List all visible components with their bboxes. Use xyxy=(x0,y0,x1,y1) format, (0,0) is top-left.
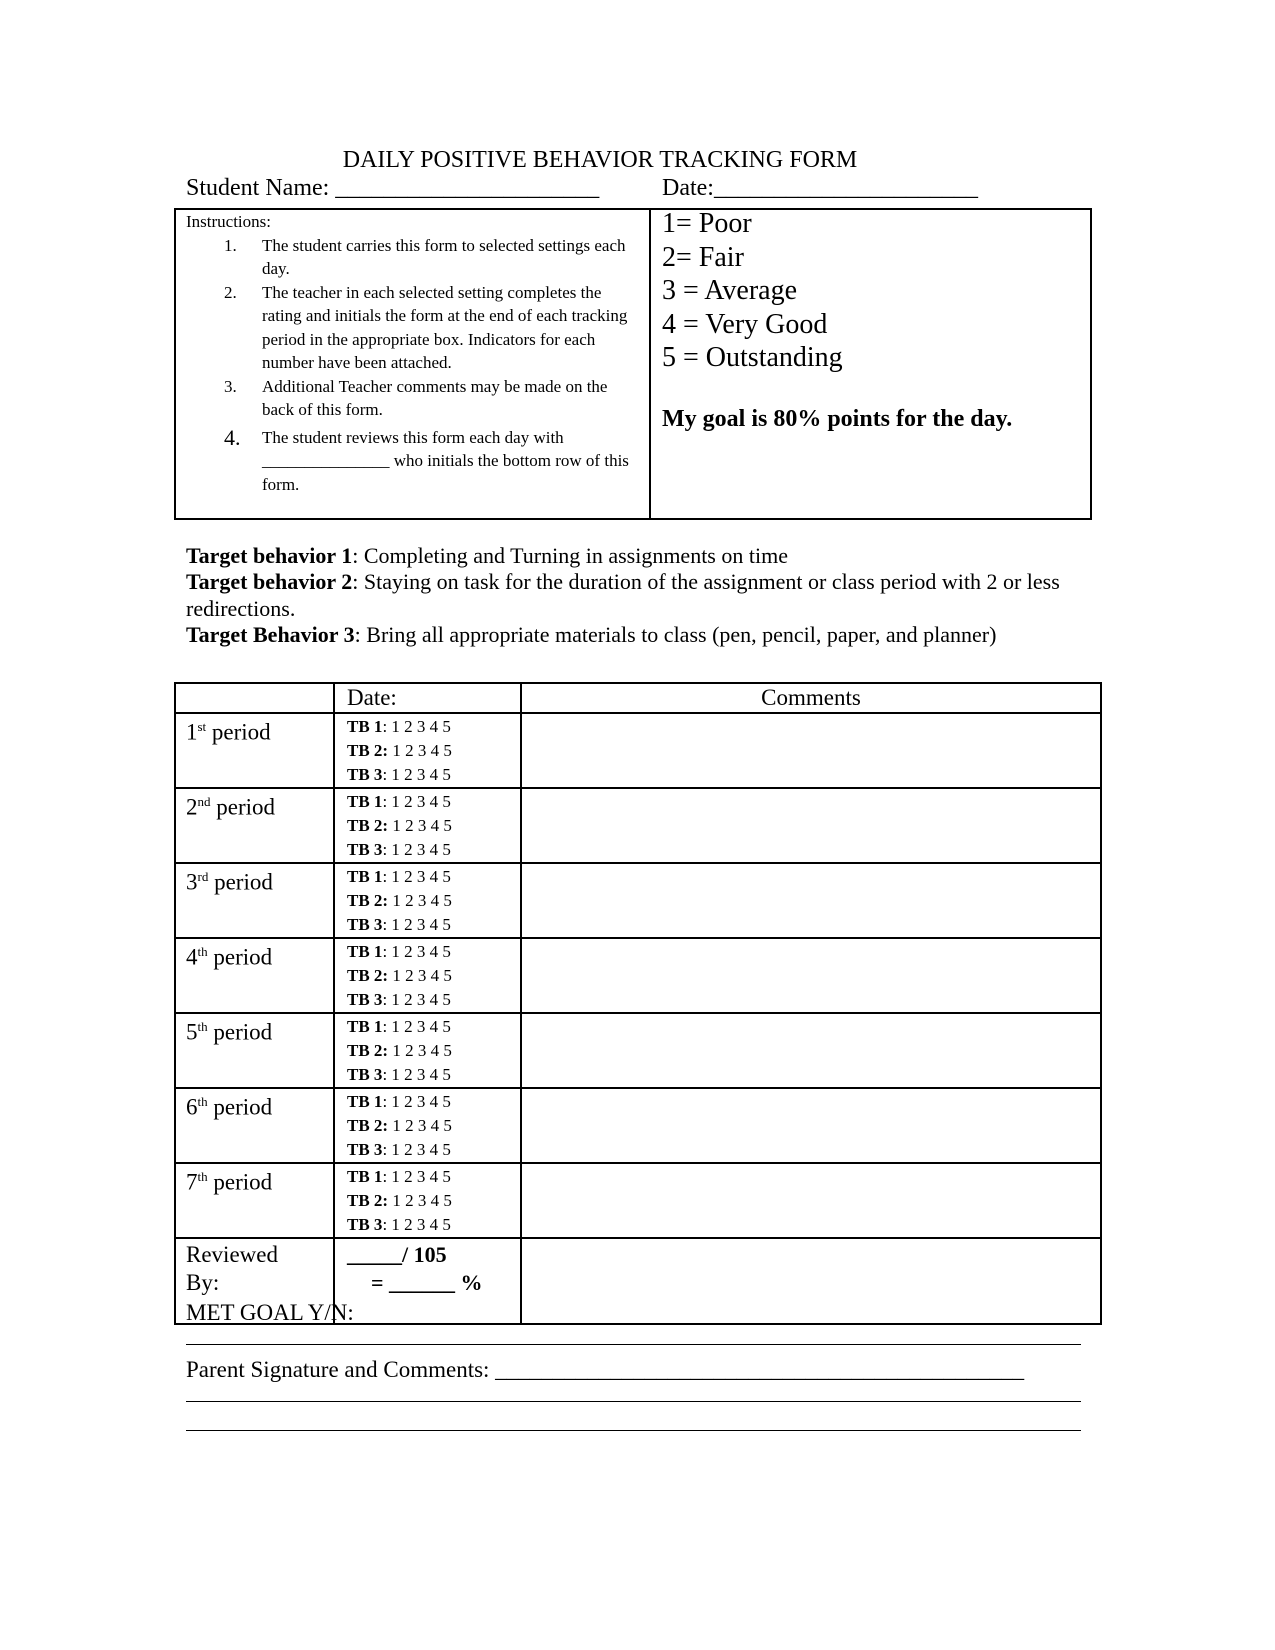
ratings-cell xyxy=(334,1013,521,1088)
tb-label: TB 1 xyxy=(347,867,383,886)
scale-item: 3 = Average xyxy=(662,275,797,306)
rating-line[interactable] xyxy=(347,1015,520,1039)
rating-line[interactable] xyxy=(347,790,520,814)
rating-line[interactable] xyxy=(347,739,520,763)
rating-scale-options: 1 2 3 4 5 xyxy=(388,816,452,835)
period-row xyxy=(175,938,1101,1013)
rating-line[interactable] xyxy=(347,1165,520,1189)
period-word: period xyxy=(206,719,271,745)
rating-scale-options: 1 2 3 4 5 xyxy=(387,915,451,934)
rating-scale xyxy=(662,207,843,375)
period-word: period xyxy=(210,794,276,820)
period-suffix: th xyxy=(197,944,208,959)
tb-label: TB 3 xyxy=(347,915,383,934)
period-suffix: th xyxy=(197,1019,208,1034)
parent-comment-line[interactable] xyxy=(186,1401,1081,1402)
period-label xyxy=(175,1088,334,1163)
period-word: period xyxy=(208,869,273,895)
rating-line[interactable] xyxy=(347,1090,520,1114)
tb-separator: : xyxy=(382,1092,388,1111)
rating-scale-options: 1 2 3 4 5 xyxy=(388,891,452,910)
tb-label: TB 2: xyxy=(347,1116,389,1135)
period-number: 3 xyxy=(186,869,198,895)
tb-label: TB 2: xyxy=(347,966,389,985)
table-header-row xyxy=(175,683,1101,713)
rating-scale-options: 1 2 3 4 5 xyxy=(388,741,452,760)
tb-separator: : xyxy=(382,1215,388,1234)
tb-label: TB 1 xyxy=(347,1167,383,1186)
period-row xyxy=(175,713,1101,788)
tb-label: TB 3 xyxy=(347,1140,383,1159)
rating-line[interactable] xyxy=(347,1138,520,1162)
instruction-number: 4. xyxy=(224,424,241,450)
header-comments: Comments xyxy=(521,683,1101,713)
rating-line[interactable] xyxy=(347,988,520,1012)
rating-scale-options: 1 2 3 4 5 xyxy=(387,717,451,736)
period-number: 5 xyxy=(186,1019,198,1045)
period-word: period xyxy=(207,1169,273,1195)
rating-line[interactable] xyxy=(347,913,520,937)
header-empty-cell xyxy=(175,683,334,713)
rating-scale-options: 1 2 3 4 5 xyxy=(387,1017,451,1036)
period-suffix: th xyxy=(197,1094,208,1109)
comments-cell[interactable] xyxy=(521,788,1101,863)
rating-scale-options: 1 2 3 4 5 xyxy=(387,840,451,859)
tb-separator: : xyxy=(382,1017,388,1036)
tb-separator: : xyxy=(382,765,388,784)
period-number: 4 xyxy=(186,944,198,970)
reviewed-line: Reviewed xyxy=(186,1242,278,1267)
instruction-item xyxy=(186,426,641,497)
rating-line[interactable] xyxy=(347,889,520,913)
ratings-cell xyxy=(334,1163,521,1238)
rating-scale-options: 1 2 3 4 5 xyxy=(387,942,451,961)
period-label xyxy=(175,713,334,788)
instruction-text: The student carries this form to selected settings each day. xyxy=(262,235,626,278)
period-suffix: rd xyxy=(197,869,209,884)
period-suffix: th xyxy=(197,1169,208,1184)
target-behavior-text: : Bring all appropriate materials to class (pen, pencil, paper, and planner) xyxy=(354,622,997,647)
period-row xyxy=(175,1088,1101,1163)
period-word: period xyxy=(207,1019,273,1045)
instruction-number: 3. xyxy=(224,376,237,396)
tb-label: TB 2: xyxy=(347,741,389,760)
tb-label: TB 2: xyxy=(347,891,389,910)
rating-line[interactable] xyxy=(347,1114,520,1138)
period-suffix: st xyxy=(197,719,207,734)
target-behavior-1 xyxy=(186,543,1086,570)
rating-line[interactable] xyxy=(347,814,520,838)
target-behavior-3 xyxy=(186,622,1086,649)
ratings-cell xyxy=(334,788,521,863)
score-cell[interactable] xyxy=(334,1238,521,1324)
instruction-text: The student reviews this form each day with _______________ who initials the bottom row of this form. xyxy=(262,427,629,494)
tb-label: TB 1 xyxy=(347,1017,383,1036)
period-row xyxy=(175,1013,1101,1088)
instructions-heading: Instructions: xyxy=(186,212,271,231)
rating-scale-options: 1 2 3 4 5 xyxy=(387,1065,451,1084)
period-row xyxy=(175,863,1101,938)
tb-separator: : xyxy=(382,717,388,736)
period-label xyxy=(175,788,334,863)
comments-cell[interactable] xyxy=(521,1088,1101,1163)
tb-separator: : xyxy=(382,990,388,1009)
rating-line[interactable] xyxy=(347,1213,520,1237)
rating-scale-options: 1 2 3 4 5 xyxy=(387,765,451,784)
rating-scale-options: 1 2 3 4 5 xyxy=(387,990,451,1009)
rating-line[interactable] xyxy=(347,940,520,964)
instruction-text: Additional Teacher comments may be made on the back of this form. xyxy=(262,376,608,419)
tb-label: TB 3 xyxy=(347,990,383,1009)
instructions-list xyxy=(186,234,641,497)
instructions-divider xyxy=(649,208,651,520)
rating-line[interactable] xyxy=(347,865,520,889)
header-date[interactable]: Date: xyxy=(334,683,521,713)
ratings-cell xyxy=(334,713,521,788)
target-behavior-label: Target Behavior 3 xyxy=(186,622,355,647)
tb-separator: : xyxy=(382,840,388,859)
period-suffix: nd xyxy=(197,794,211,809)
rating-line[interactable] xyxy=(347,715,520,739)
rating-line[interactable] xyxy=(347,763,520,787)
rating-line[interactable] xyxy=(347,1039,520,1063)
tb-label: TB 2: xyxy=(347,1191,389,1210)
scale-item: 1= Poor xyxy=(662,208,752,239)
percent-total: = ______ % xyxy=(371,1270,483,1295)
tb-label: TB 2: xyxy=(347,816,389,835)
rating-scale-options: 1 2 3 4 5 xyxy=(388,1041,452,1060)
tb-label: TB 2: xyxy=(347,1041,389,1060)
target-behavior-label: Target behavior 1 xyxy=(186,543,353,568)
tb-separator: : xyxy=(382,1167,388,1186)
goal-statement: My goal is 80% points for the day. xyxy=(662,406,1013,432)
instruction-number: 2. xyxy=(224,282,237,302)
rating-line[interactable] xyxy=(347,964,520,988)
tb-label: TB 1 xyxy=(347,717,383,736)
tb-label: TB 1 xyxy=(347,792,383,811)
date-field[interactable]: Date:______________________ xyxy=(662,175,978,201)
scale-item: 2= Fair xyxy=(662,241,744,273)
tb-separator: : xyxy=(382,1140,388,1159)
period-number: 6 xyxy=(186,1094,198,1120)
scale-item: 5 = Outstanding xyxy=(662,342,843,373)
period-word: period xyxy=(207,944,273,970)
tb-separator: : xyxy=(382,915,388,934)
period-row xyxy=(175,1163,1101,1238)
rating-line[interactable] xyxy=(347,1189,520,1213)
period-word: period xyxy=(207,1094,273,1120)
comments-cell[interactable] xyxy=(521,1013,1101,1088)
tb-separator: : xyxy=(382,942,388,961)
tb-label: TB 3 xyxy=(347,1215,383,1234)
rating-scale-options: 1 2 3 4 5 xyxy=(387,1215,451,1234)
target-behavior-text: : Staying on task for the duration of the assignment or class period with 2 or less redirections. xyxy=(186,569,1060,621)
ratings-cell xyxy=(334,1088,521,1163)
rating-line[interactable] xyxy=(347,838,520,862)
comments-cell[interactable] xyxy=(521,863,1101,938)
instruction-item xyxy=(186,375,641,422)
tb-separator: : xyxy=(382,792,388,811)
parent-signature-label[interactable]: Parent Signature and Comments: ______________________________________________ xyxy=(186,1357,1025,1382)
rating-scale-options: 1 2 3 4 5 xyxy=(387,1167,451,1186)
period-number: 1 xyxy=(186,719,198,745)
met-goal-line[interactable] xyxy=(186,1344,1081,1345)
student-name-field[interactable]: Student Name: ______________________ xyxy=(186,175,600,201)
target-behavior-2 xyxy=(186,569,1086,622)
by-line: By: xyxy=(186,1270,220,1295)
tb-separator: : xyxy=(382,867,388,886)
rating-line[interactable] xyxy=(347,1063,520,1087)
instruction-text: The teacher in each selected setting completes the rating and initials the form at the end of each tracking period in the appropriate box. Indicators for each number have been attached. xyxy=(262,282,628,372)
comments-cell[interactable] xyxy=(521,1163,1101,1238)
comments-cell[interactable] xyxy=(521,938,1101,1013)
period-row xyxy=(175,788,1101,863)
tb-label: TB 3 xyxy=(347,840,383,859)
instruction-number: 1. xyxy=(224,235,237,255)
instruction-item xyxy=(186,281,641,375)
met-goal-label: MET GOAL Y/N: xyxy=(186,1300,354,1325)
target-behavior-text: : Completing and Turning in assignments on time xyxy=(352,543,788,568)
ratings-cell xyxy=(334,938,521,1013)
parent-comment-line[interactable] xyxy=(186,1430,1081,1431)
tb-separator: : xyxy=(382,1065,388,1084)
rating-scale-options: 1 2 3 4 5 xyxy=(388,966,452,985)
period-label xyxy=(175,938,334,1013)
points-total: _____/ 105 xyxy=(347,1242,447,1267)
period-number: 2 xyxy=(186,794,198,820)
rating-scale-options: 1 2 3 4 5 xyxy=(388,1191,452,1210)
tracking-table xyxy=(174,682,1102,1325)
review-comments-cell[interactable] xyxy=(521,1238,1101,1324)
ratings-cell xyxy=(334,863,521,938)
period-number: 7 xyxy=(186,1169,198,1195)
rating-scale-options: 1 2 3 4 5 xyxy=(387,792,451,811)
tb-label: TB 1 xyxy=(347,1092,383,1111)
rating-scale-options: 1 2 3 4 5 xyxy=(387,1140,451,1159)
period-label xyxy=(175,1013,334,1088)
scale-item: 4 = Very Good xyxy=(662,308,828,340)
period-label xyxy=(175,863,334,938)
tb-label: TB 1 xyxy=(347,942,383,961)
tb-label: TB 3 xyxy=(347,1065,383,1084)
rating-scale-options: 1 2 3 4 5 xyxy=(387,1092,451,1111)
comments-cell[interactable] xyxy=(521,713,1101,788)
instructions xyxy=(186,210,641,496)
form-title: DAILY POSITIVE BEHAVIOR TRACKING FORM xyxy=(342,147,858,173)
instruction-item xyxy=(186,234,641,281)
tb-label: TB 3 xyxy=(347,765,383,784)
period-label xyxy=(175,1163,334,1238)
target-behavior-label: Target behavior 2 xyxy=(186,569,353,594)
rating-scale-options: 1 2 3 4 5 xyxy=(387,867,451,886)
rating-scale-options: 1 2 3 4 5 xyxy=(388,1116,452,1135)
